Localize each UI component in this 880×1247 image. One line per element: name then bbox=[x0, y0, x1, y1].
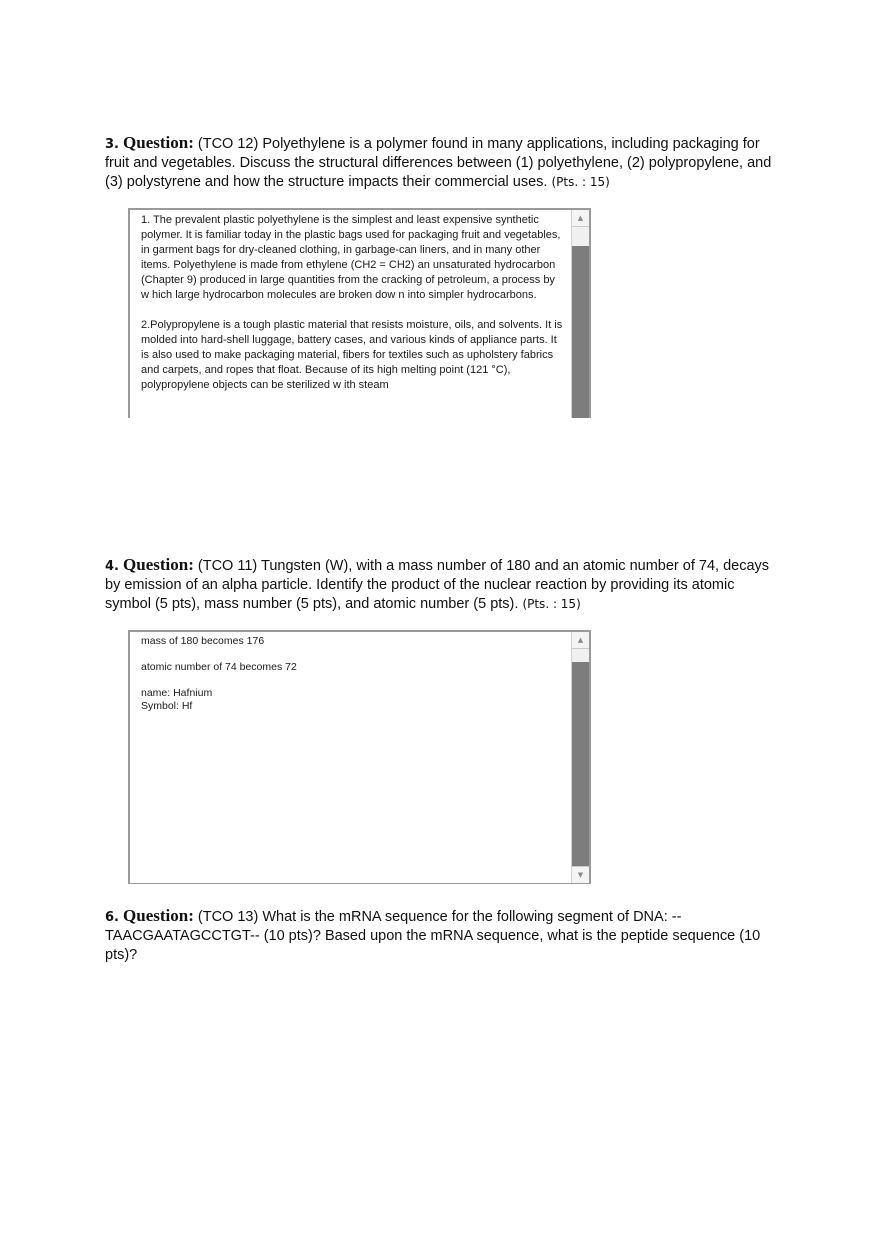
scroll-down-arrow-icon[interactable]: ▼ bbox=[572, 866, 589, 883]
answer-text: mass of 180 becomes 176 atomic number of 74 becomes 72 name: Hafnium Symbol: Hf bbox=[141, 635, 297, 712]
question-points: (Pts. : 15) bbox=[522, 597, 581, 611]
question-3 bbox=[105, 133, 773, 192]
question-label: Question: bbox=[123, 555, 194, 574]
question-number: 3. bbox=[105, 137, 119, 152]
scroll-thumb[interactable] bbox=[572, 662, 589, 867]
question-number: 4. bbox=[105, 559, 119, 574]
scrollbar[interactable] bbox=[571, 632, 589, 883]
answer-textarea-3[interactable] bbox=[128, 208, 591, 418]
question-label: Question: bbox=[123, 133, 194, 152]
scroll-up-arrow-icon[interactable]: ▲ bbox=[572, 632, 589, 649]
scrollbar[interactable] bbox=[571, 210, 589, 418]
question-text: (TCO 13) What is the mRNA sequence for the following segment of DNA: --TAACGAATAGCCTGT-- (10 pts)? Based upon the mRNA sequence, what is the peptide sequence (10 pts)? bbox=[105, 909, 761, 963]
question-4 bbox=[105, 555, 773, 614]
answer-text: 1. The prevalent plastic polyethylene is the simplest and least expensive synthetic polymer. It is familiar today in the plastic bags used for packaging fruit and vegetables, in garment bags for dry-cleaned clothing, in garbage-can liners, and in many other items. Polyethylene is made from ethylene (CH2 = CH2) an unsaturated hydrocarbon (Chapter 9) produced in large quantities from the cracking of petroleum, a process by w hich large hydrocarbon molecules are broken dow n into simpler hydrocarbons. 2.Polypropylene is a tough plastic material that resists moisture, oils, and solvents. It is molded into hard-shell luggage, battery cases, and various kinds of appliance parts. It is also used to make packaging material, fibers for textiles such as upholstery fabrics and carpets, and ropes that float. Because of its high melting point (121 °C), polypropylene objects can be sterilized w ith steam bbox=[141, 214, 563, 391]
question-6 bbox=[105, 906, 773, 965]
question-points: (Pts. : 15) bbox=[551, 175, 610, 189]
question-text: (TCO 11) Tungsten (W), with a mass number of 180 and an atomic number of 74, decays by emission of an alpha particle. Identify the product of the nuclear reaction by providing its atomic symbol (5 pts), mass number (5 pts), and atomic number (5 pts). bbox=[105, 558, 770, 612]
answer-textarea-4[interactable] bbox=[128, 630, 591, 884]
question-text: (TCO 12) Polyethylene is a polymer found in many applications, including packaging for fruit and vegetables. Discuss the structural differences between (1) polyethylene, (2) polypropylene, and (3) polystyrene and how the structure impacts their commercial uses. bbox=[105, 136, 772, 190]
question-number: 6. bbox=[105, 910, 119, 925]
question-label: Question: bbox=[123, 906, 194, 925]
scroll-up-arrow-icon[interactable]: ▲ bbox=[572, 210, 589, 227]
scroll-thumb[interactable] bbox=[572, 246, 589, 418]
